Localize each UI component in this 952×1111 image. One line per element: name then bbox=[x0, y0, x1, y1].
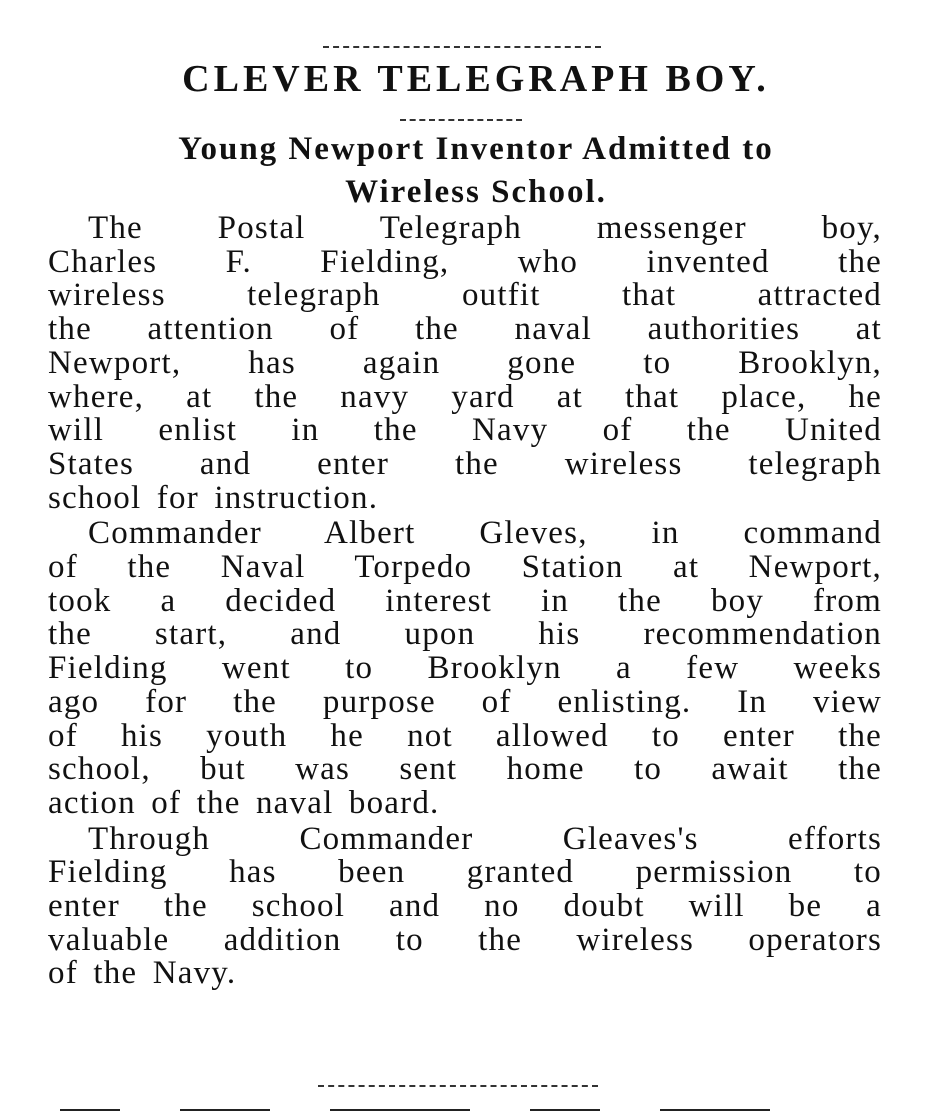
article-body bbox=[48, 212, 882, 991]
paragraph-line: States and enter the wireless telegraph bbox=[48, 445, 882, 482]
paragraph-line: of his youth he not allowed to enter the bbox=[48, 717, 882, 754]
headline: CLEVER TELEGRAPH BOY. bbox=[182, 58, 770, 100]
paragraph-line: Newport, has again gone to Brooklyn, bbox=[48, 344, 882, 381]
subheadline-line: Young Newport Inventor Admitted to bbox=[178, 131, 774, 167]
paragraph-line: of the Naval Torpedo Station at Newport, bbox=[48, 549, 882, 586]
paragraph-line: will enlist in the Navy of the United bbox=[48, 412, 882, 449]
paragraph-line: the start, and upon his recommendation bbox=[48, 616, 882, 653]
subheadline-line: Wireless School. bbox=[345, 174, 607, 210]
top-divider bbox=[323, 46, 601, 48]
paragraph-line: took a decided interest in the boy from bbox=[48, 582, 882, 619]
next-article-cutoff bbox=[60, 1100, 890, 1111]
paragraph-line: Commander Albert Gleves, in command bbox=[88, 515, 882, 552]
paragraph-line: enter the school and no doubt will be a bbox=[48, 888, 882, 925]
paragraph-line: valuable addition to the wireless operators bbox=[48, 921, 882, 958]
subheadline bbox=[50, 128, 902, 214]
paragraph-line: school for instruction. bbox=[48, 479, 379, 516]
paragraph-line: ago for the purpose of enlisting. In view bbox=[48, 683, 882, 720]
paragraph-line: Charles F. Fielding, who invented the bbox=[48, 243, 882, 280]
paragraph-line: The Postal Telegraph messenger boy, bbox=[88, 210, 882, 246]
paragraph-line: Through Commander Gleaves's efforts bbox=[88, 820, 882, 857]
paragraph-2 bbox=[48, 517, 882, 820]
paragraph-line: the attention of the naval authorities at bbox=[48, 311, 882, 348]
paragraph-line: where, at the navy yard at that place, he bbox=[48, 378, 882, 415]
paragraph-line: school, but was sent home to await the bbox=[48, 751, 882, 788]
paragraph-1 bbox=[48, 212, 882, 515]
headline-divider bbox=[400, 119, 522, 121]
paragraph-line: of the Navy. bbox=[48, 955, 237, 992]
paragraph-line: Fielding has been granted permission to bbox=[48, 854, 882, 891]
paragraph-line: action of the naval board. bbox=[48, 784, 440, 821]
paragraph-3 bbox=[48, 820, 882, 992]
bottom-divider bbox=[318, 1085, 598, 1087]
paragraph-line: wireless telegraph outfit that attracted bbox=[48, 277, 882, 314]
paragraph-line: Fielding went to Brooklyn a few weeks bbox=[48, 650, 882, 687]
